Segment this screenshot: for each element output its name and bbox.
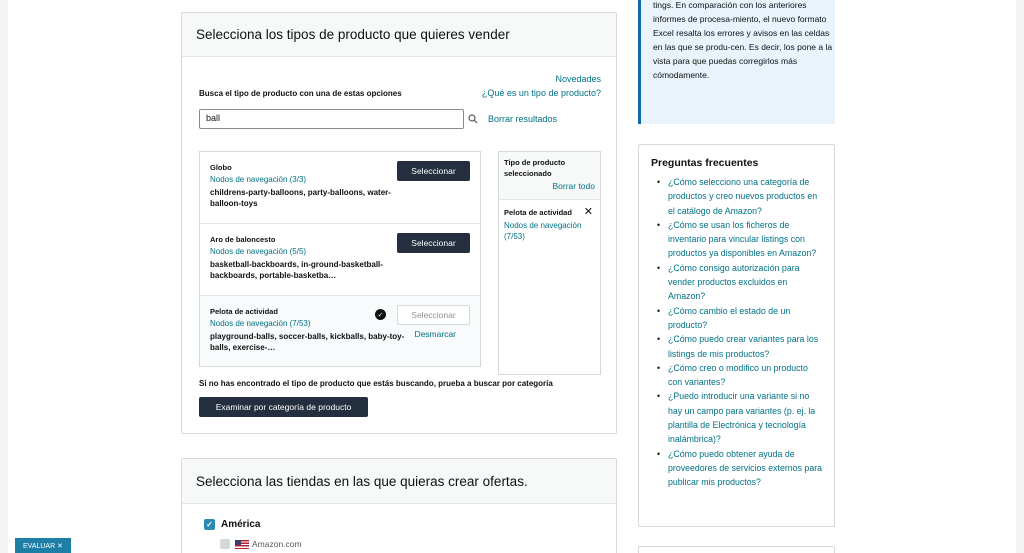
stores-card	[181, 458, 617, 553]
faq-link[interactable]: • ¿Puedo introducir una variante si no hay un campo para variantes (p. ej. la plantilla de Electrónica y tecnología inalámbrica)?	[651, 389, 824, 446]
unselect-link[interactable]: Desmarcar	[414, 329, 456, 339]
faq-link[interactable]: • ¿Cómo creo o modifico un producto con variantes?	[651, 361, 824, 390]
list-item	[200, 296, 480, 367]
result-title: Aro de baloncesto	[210, 235, 276, 244]
faq-card	[638, 144, 835, 527]
faq-link[interactable]: • ¿Cómo se usan los ficheros de inventario para vincular listings con productos ya disponibles en Amazon?	[651, 218, 824, 261]
evaluate-badge[interactable]: EVALUAR ✕	[15, 538, 71, 553]
clear-results-link[interactable]: Borrar resultados	[488, 114, 558, 124]
faq-link[interactable]: • ¿Cómo puedo obtener ayuda de proveedores de servicios externos para publicar mis productos?	[651, 447, 824, 490]
us-flag-icon	[235, 540, 249, 549]
search-input[interactable]: ball	[199, 109, 464, 129]
selected-panel	[498, 151, 601, 375]
faq-link[interactable]: • ¿Cómo cambio el estado de un producto?	[651, 304, 824, 333]
novedades-link[interactable]: Novedades	[555, 74, 601, 84]
checkbox-disabled-icon	[220, 539, 230, 549]
close-icon[interactable]: ✕	[583, 206, 593, 218]
result-nodes-link[interactable]: Nodos de navegación (3/3)	[210, 175, 307, 184]
selected-panel-header	[499, 152, 600, 200]
result-keywords: basketball-backboards, in-ground-basketball-backboards, portable-basketba…	[210, 260, 383, 280]
search-label: Busca el tipo de producto con una de estas opciones	[199, 89, 402, 98]
search-icon[interactable]	[464, 109, 482, 129]
product-type-heading: Selecciona los tipos de producto que quieres vender	[182, 13, 616, 57]
faq-link[interactable]: • ¿Cómo consigo autorización para vender productos excluidos en Amazon?	[651, 261, 824, 304]
checkmark-icon: ✓	[375, 309, 386, 320]
faq-link[interactable]: • ¿Cómo puedo crear variantes para los listings de mis productos?	[651, 332, 824, 361]
result-nodes-link[interactable]: Nodos de navegación (7/53)	[210, 319, 311, 328]
list-item	[200, 152, 480, 224]
result-title: Globo	[210, 163, 232, 172]
results-list	[199, 151, 481, 367]
info-box	[638, 0, 835, 124]
region-label: América	[221, 519, 261, 530]
store-row	[220, 539, 302, 549]
selected-panel-title: Tipo de producto seleccionado	[504, 158, 566, 178]
select-button-disabled: Seleccionar	[397, 305, 470, 325]
browse-category-button[interactable]: Examinar por categoría de producto	[199, 397, 368, 417]
faq-list	[651, 175, 824, 490]
info-text: tings. En comparación con los anteriores informes de procesa-miento, el nuevo formato Excel resalta los errores y avisos en las celdas en las que se produ-cen. Es decir, los pone a la vista para que puedas corregirlos más cómodamente.	[653, 0, 833, 80]
result-nodes-link[interactable]: Nodos de navegación (5/5)	[210, 247, 307, 256]
select-button[interactable]: Seleccionar	[397, 161, 470, 181]
clear-all-link[interactable]: Borrar todo	[552, 181, 595, 191]
checkbox-checked-icon[interactable]: ✓	[204, 519, 215, 530]
result-keywords: childrens-party-balloons, party-balloons, water-balloon-toys	[210, 188, 391, 208]
not-found-text: Si no has encontrado el tipo de producto que estás buscando, prueba a buscar por categoría	[199, 379, 553, 388]
region-row[interactable]	[204, 519, 260, 530]
selected-item-name: Pelota de actividad	[504, 208, 572, 217]
faq-title: Preguntas frecuentes	[651, 157, 759, 169]
result-keywords: playground-balls, soccer-balls, kickballs, baby-toy-balls, exercise-…	[210, 332, 405, 352]
stores-heading: Selecciona las tiendas en las que quieras crear ofertas.	[182, 459, 616, 504]
select-button[interactable]: Seleccionar	[397, 233, 470, 253]
list-item	[200, 224, 480, 296]
faq-link[interactable]: • ¿Cómo selecciono una categoría de productos y creo nuevos productos en el catálogo de Amazon?	[651, 175, 824, 218]
what-is-product-type-link[interactable]: ¿Qué es un tipo de producto?	[481, 88, 601, 98]
secondary-card	[638, 546, 835, 553]
store-label: Amazon.com	[252, 539, 302, 549]
selected-item-nodes-link[interactable]: Nodos de navegación (7/53)	[504, 221, 582, 241]
product-type-card	[181, 12, 617, 434]
result-title: Pelota de actividad	[210, 307, 278, 316]
